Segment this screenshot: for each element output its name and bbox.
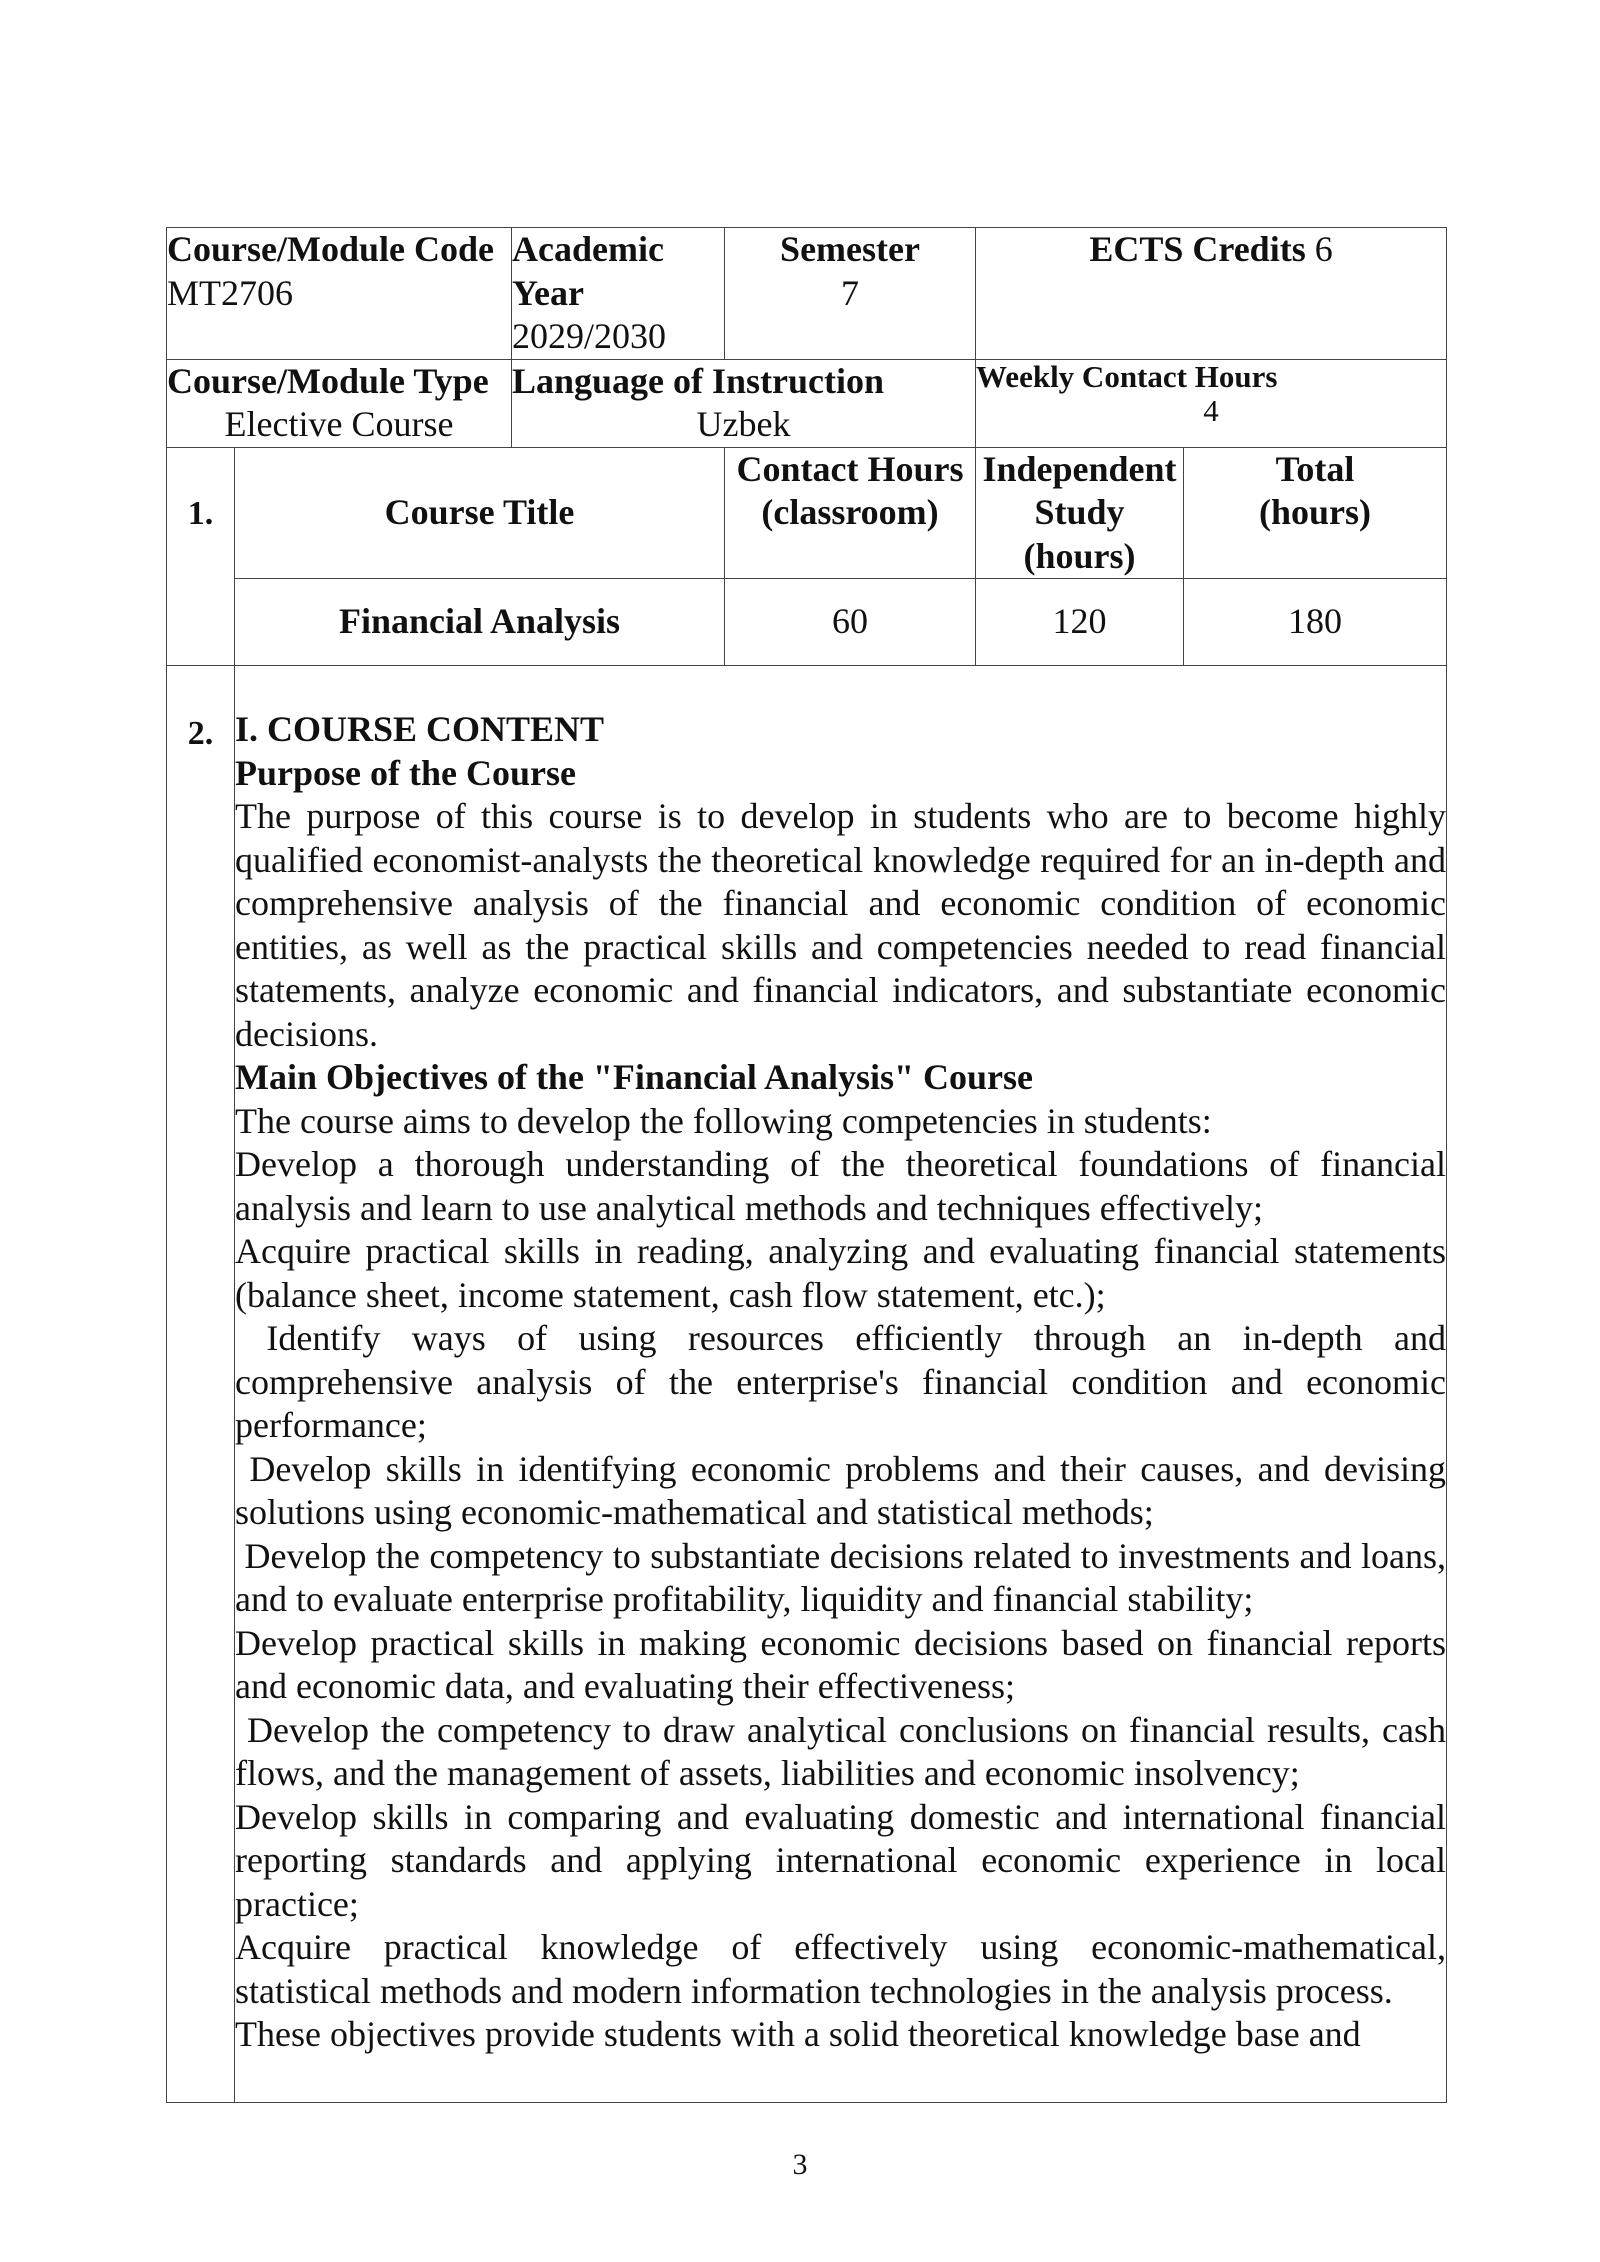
academic-year-cell (512, 228, 725, 360)
language-value: Uzbek (696, 404, 791, 444)
section-2-number-cell (167, 666, 235, 2103)
ects-label: ECTS Credits (1089, 229, 1306, 269)
closing-text: These objectives provide students with a solid theoretical knowledge base and (235, 2014, 1361, 2054)
course-content-cell (235, 666, 1456, 2103)
objective-item: Develop the competency to draw analytical conclusions on financial results, cash flows, and the management of assets, liabilities and economic insolvency; (235, 1709, 1456, 1793)
purpose-heading: Purpose of the Course (235, 752, 576, 793)
objectives-heading: Main Objectives of the "Financial Analysis" Course (235, 1057, 1033, 1097)
academic-year-value: 2029/2030 (512, 316, 667, 356)
course-code-label: Course/Module Code (167, 229, 494, 269)
course-type-label: Course/Module Type (167, 360, 489, 401)
independent-study-value: 120 (976, 579, 1184, 666)
page-number: 3 (792, 2148, 808, 2181)
objective-item: Develop skills in comparing and evaluating domestic and international financial reporting standards and applying international economic experience in local practice; (235, 1796, 1456, 1924)
objective-item: Develop skills in identifying economic problems and their causes, and devising solutions using economic-mathematical and statistical methods; (235, 1448, 1456, 1532)
course-type-value: Elective Course (224, 404, 454, 444)
objective-item: Identify ways of using resources efficiently through an in-depth and comprehensive analysis of the enterprise's financial condition and economic performance; (235, 1318, 1456, 1445)
language-cell (512, 359, 976, 447)
objective-item: Acquire practical skills in reading, analyzing and evaluating financial statements (balance sheet, income statement, cash flow statement, etc.); (235, 1231, 1456, 1315)
ects-value: 6 (1314, 229, 1333, 269)
course-type-cell (167, 359, 512, 447)
objective-item: Develop a thorough understanding of the theoretical foundations of financial analysis and learn to use analytical methods and techniques effectively; (235, 1144, 1456, 1228)
total-hours-header: Total (hours) (1184, 447, 1447, 579)
independent-study-header: Independent Study (hours) (976, 447, 1184, 579)
course-content (235, 708, 1456, 2057)
weekly-hours-cell (976, 359, 1447, 447)
course-title-value: Financial Analysis (235, 579, 725, 666)
course-info-table (166, 227, 1456, 2103)
academic-year-label-2: Year (512, 272, 584, 313)
semester-cell (725, 228, 976, 360)
section-2-number: 2. (187, 715, 214, 752)
section-1-number: 1. (187, 495, 214, 533)
semester-label: Semester (780, 229, 920, 269)
contact-hours-header: Contact Hours (classroom) (725, 447, 976, 579)
contact-hours-value: 60 (725, 579, 976, 666)
total-hours-value: 180 (1184, 579, 1447, 666)
objective-item: Develop the competency to substantiate decisions related to investments and loans, and to evaluate enterprise profitability, liquidity and financial stability; (235, 1535, 1456, 1619)
section-1-number-cell (167, 447, 235, 666)
purpose-text: The purpose of this course is to develop in students who are to become highly qualified economist-analysts the theoretical knowledge required for an in-depth and comprehensive analysis of the financial and economic condition of economic entities, as well as the practical skills and competencies needed to read financial statements, analyze economic and financial indicators, and substantiate economic decisions. (235, 796, 1447, 1054)
course-code-cell (167, 228, 512, 360)
objective-item: Develop practical skills in making economic decisions based on financial reports and economic data, and evaluating their effectiveness; (235, 1622, 1456, 1706)
semester-value: 7 (841, 272, 859, 313)
language-label: Language of Instruction (512, 360, 885, 401)
syllabus-page (166, 227, 1456, 2103)
academic-year-label-1: Academic (512, 229, 664, 269)
course-code-value: MT2706 (167, 272, 293, 313)
course-title-header: Course Title (235, 447, 725, 579)
course-content-heading: I. COURSE CONTENT (235, 709, 605, 749)
ects-cell (976, 228, 1447, 360)
objectives-intro: The course aims to develop the following competencies in students: (235, 1100, 1212, 1141)
weekly-hours-label: Weekly Contact Hours (976, 358, 1278, 394)
objective-item: Acquire practical knowledge of effectively using economic-mathematical, statistical methods and modern information technologies in the analysis process. (235, 1927, 1456, 2011)
weekly-hours-value: 4 (1203, 392, 1219, 428)
